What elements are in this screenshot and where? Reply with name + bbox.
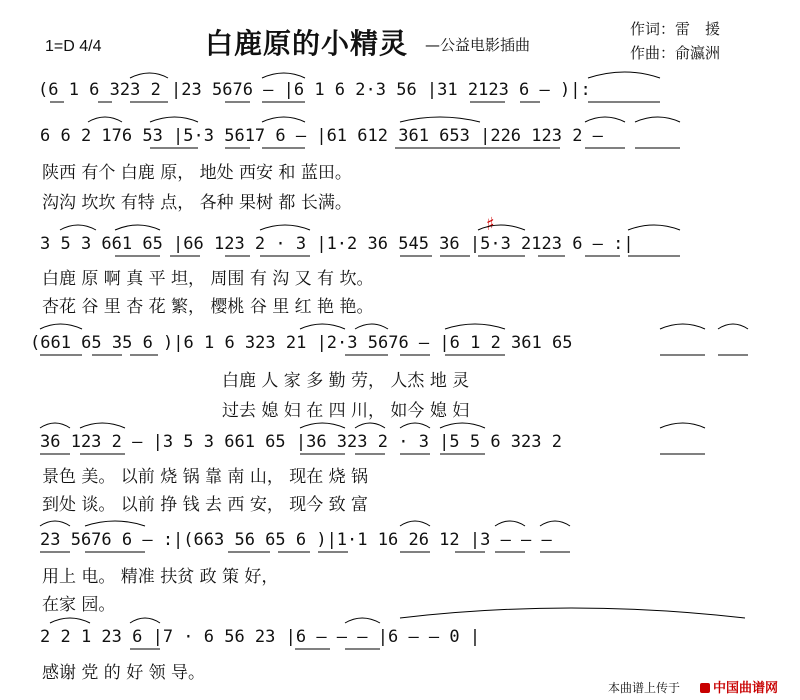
notation-row-3: 3 5 3 661 65 |66 123 2 · 3 |1·2 36 545 36 |5·3 2123 6 — :| [40,234,634,254]
key-signature: 1=D 4/4 [45,38,102,55]
lyrics-row-2-verse-2: 沟沟 坎坎 有特 点， 各种 果树 都 长满。 [42,193,352,213]
notation-row-5: 36 123 2 — |3 5 3 661 65 |36 323 2 · 3 |5 5 6 323 2 [40,432,562,452]
lyrics-row-4-verse-1: 白鹿 人 家 多 勤 劳， 人杰 地 灵 [222,371,470,391]
site-logo[interactable] [700,677,778,696]
lyrics-row-6-verse-2: 在家 园。 [42,595,116,615]
notation-row-1: (6 1 6 323 2 |23 5676 — |6 1 6 2·3 56 |31 2123 6 — )|: [38,80,591,100]
notation-row-4: (661 65 35 6 )|6 1 6 323 21 |2·3 5676 — |6 1 2 361 65 [30,333,573,353]
composer-credit: 作曲：俞瀛洲 [630,44,721,62]
notation-row-6: 23 5676 6 — :|(663 56 65 6 )|1·1 16 26 12 |3 — — — [40,530,552,550]
logo-icon [700,683,710,693]
sharp-accidental: ♯ [486,214,495,235]
lyricist-credit: 作词：雷 援 [630,20,721,38]
lyrics-row-4-verse-2: 过去 媳 妇 在 四 川， 如今 媳 妇 [222,401,470,421]
lyrics-row-6-verse-1: 用上 电。 精准 扶贫 政 策 好， [42,567,279,587]
lyrics-row-3-verse-2: 杏花 谷 里 杏 花 繁， 樱桃 谷 里 红 艳 艳。 [42,297,374,317]
lyrics-row-5-verse-2: 到处 谈。 以前 挣 钱 去 西 安， 现今 致 富 [42,495,369,515]
lyrics-row-3-verse-1: 白鹿 原 啊 真 平 坦， 周围 有 沟 又 有 坎。 [42,269,374,289]
song-subtitle: —公益电影插曲 [425,36,531,54]
logo-text: 中国曲谱网 [713,681,779,696]
notation-row-2: 6 6 2 176 53 |5·3 5617 6 — |61 612 361 653 |226 123 2 — [40,126,603,146]
notation-row-7: 2 2 1 23 6 |7 · 6 56 23 |6 — — — |6 — — 0 | [40,627,481,647]
song-title: 白鹿原的小精灵 [205,27,409,60]
upload-notice: 本曲谱上传于 [608,681,681,695]
lyrics-row-5-verse-1: 景色 美。 以前 烧 锅 靠 南 山， 现在 烧 锅 [42,467,369,487]
lyrics-row-7-verse-1: 感谢 党 的 好 领 导。 [42,663,206,683]
lyrics-row-2-verse-1: 陕西 有个 白鹿 原， 地处 西安 和 蓝田。 [42,163,352,183]
